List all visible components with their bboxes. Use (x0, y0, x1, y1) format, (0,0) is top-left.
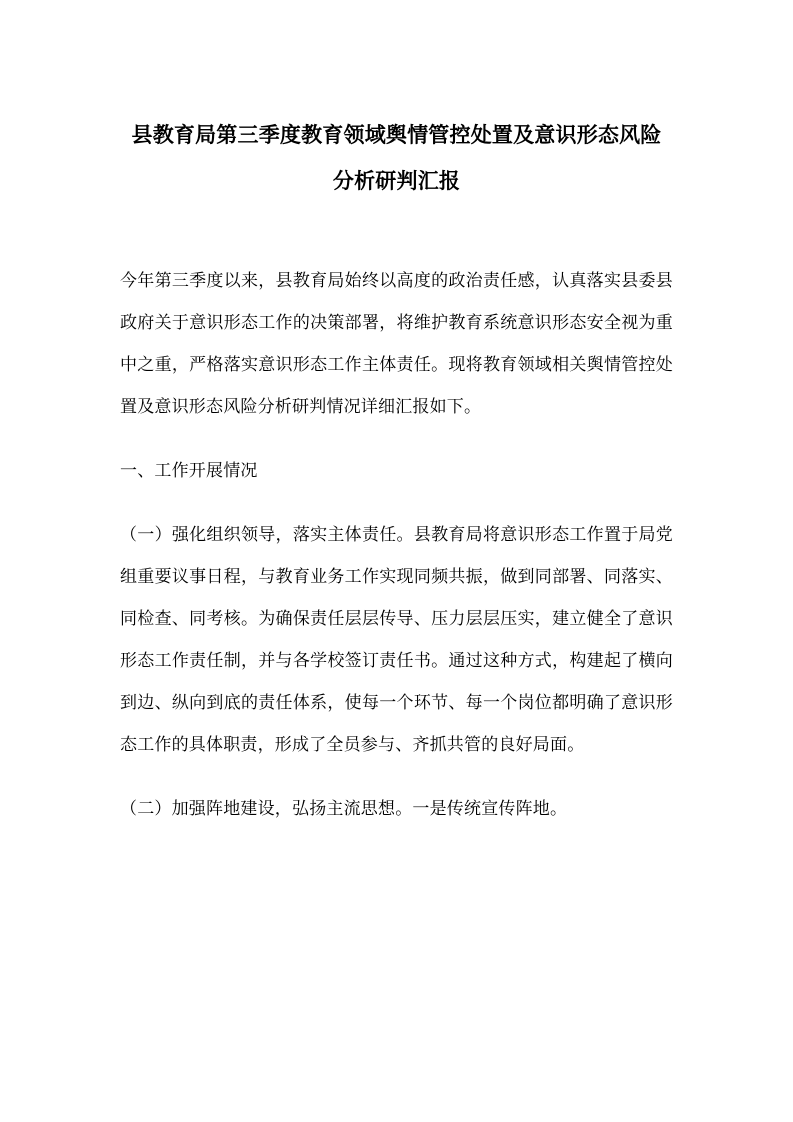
page-title: 县教育局第三季度教育领域舆情管控处置及意识形态风险分析研判汇报 (131, 123, 662, 193)
paragraph-intro: 今年第三季度以来，县教育局始终以高度的政治责任感，认真落实县委县政府关于意识形态工作的决策部署，将维护教育系统意识形态安全视为重中之重，严格落实意识形态工作主体责任。现将教育领域相关舆情管控处置及意识形态风险分析研判情况详细汇报如下。 (120, 271, 673, 417)
section-heading-1: 一、工作开展情况 (120, 461, 258, 481)
paragraph-subsection-1-1: （一）强化组织领导，落实主体责任。县教育局将意识形态工作置于局党组重要议事日程，与教育业务工作实现同频共振，做到同部署、同落实、同检查、同考核。为确保责任层层传导、压力层层压实，建立健全了意识形态工作责任制，并与各学校签订责任书。通过这种方式，构建起了横向到边、纵向到底的责任体系，使每一个环节、每一个岗位都明确了意识形态工作的具体职责，形成了全员参与、齐抓共管的良好局面。 (120, 525, 673, 755)
title-spacer (120, 212, 673, 260)
paragraph-subsection-1-2: （二）加强阵地建设，弘扬主流思想。一是传统宣传阵地。 (120, 799, 568, 819)
